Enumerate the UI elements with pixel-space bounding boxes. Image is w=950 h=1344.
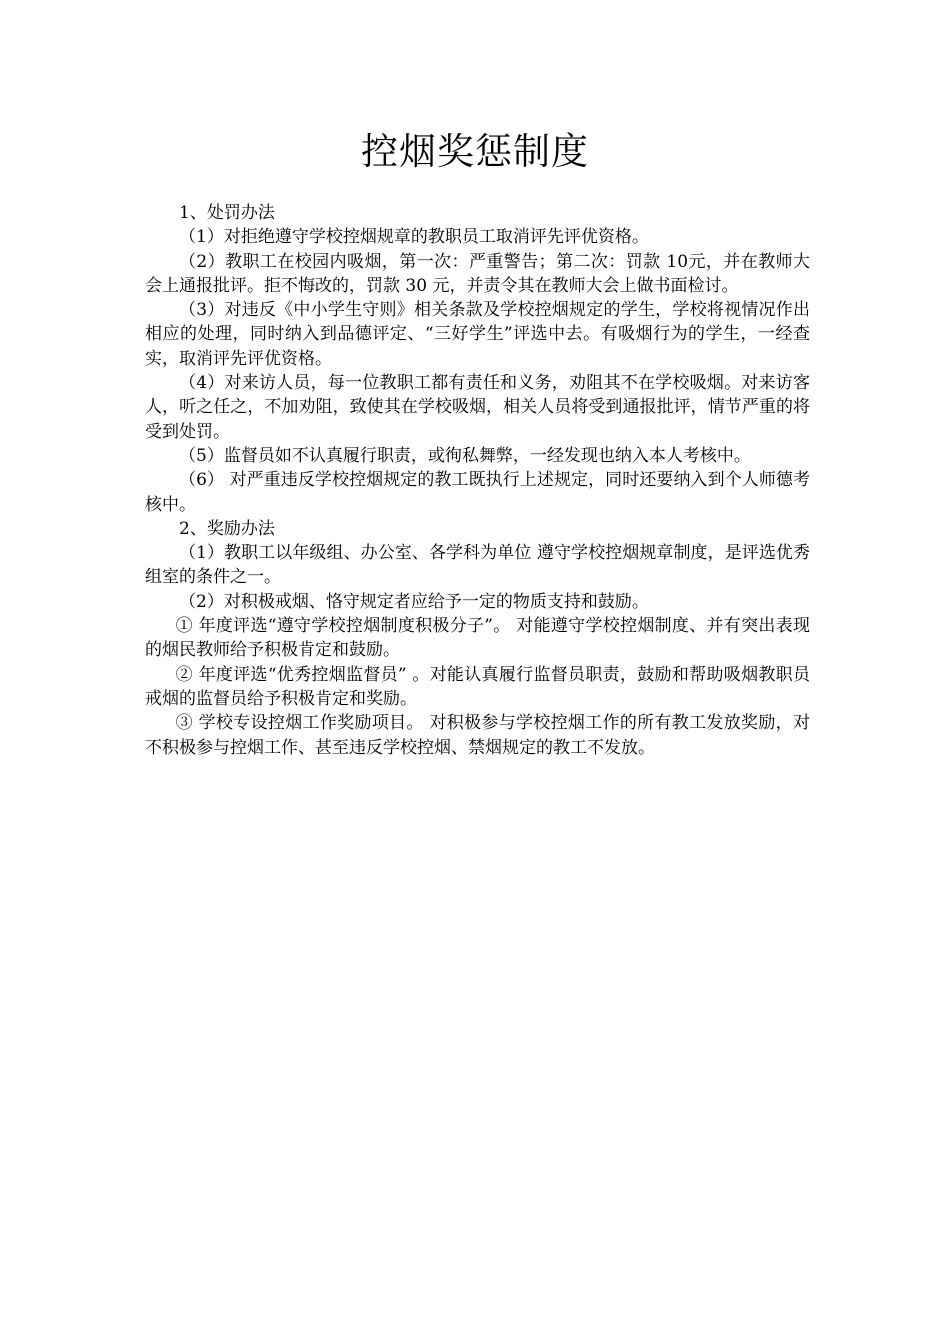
- paragraph: （2）教职工在校园内吸烟，第一次：严重警告；第二次：罚款 10元，并在教师大会上通报批评。拒不悔改的，罚款 30 元，并责令其在教师大会上做书面检讨。: [145, 251, 810, 296]
- paragraph: （6） 对严重违反学校控烟规定的教工既执行上述规定，同时还要纳入到个人师德考核中。: [145, 470, 810, 515]
- paragraph: （5）监督员如不认真履行职责，或徇私舞弊，一经发现也纳入本人考核中。: [179, 445, 751, 466]
- paragraph: （2）对积极戒烟、恪守规定者应给予一定的物质支持和鼓励。: [179, 591, 649, 612]
- paragraph: ① 年度评选“遵守学校控烟制度积极分子”。 对能遵守学校控烟制度、并有突出表现的烟民教师给予积极肯定和鼓励。: [145, 616, 810, 661]
- paragraph: （1）教职工以年级组、办公室、各学科为单位 遵守学校控烟规章制度，是评选优秀组室的条件之一。: [145, 543, 810, 588]
- paragraph: （1）对拒绝遵守学校控烟规章的教职员工取消评先评优资格。: [179, 227, 649, 248]
- document-title: 控烟奖惩制度: [361, 130, 589, 173]
- paragraph: （4）对来访人员，每一位教职工都有责任和义务，劝阻其不在学校吸烟。对来访客人，听之任之，不加劝阻，致使其在学校吸烟，相关人员将受到通报批评，情节严重的将受到处罚。: [145, 373, 810, 442]
- paragraph: ② 年度评选“优秀控烟监督员” 。对能认真履行监督员职责，鼓励和帮助吸烟教职员戒烟的监督员给予积极肯定和奖励。: [145, 664, 810, 709]
- document-body: [145, 201, 810, 760]
- paragraph: （3）对违反《中小学生守则》相关条款及学校控烟规定的学生，学校将视情况作出相应的处理，同时纳入到品德评定、“三好学生”评选中去。有吸烟行为的学生，一经查实，取消评先评优资格。: [145, 300, 810, 369]
- section-heading-penalties: 1、处罚办法: [179, 203, 275, 223]
- section-heading-rewards: 2、奖励办法: [179, 518, 275, 539]
- paragraph: ③ 学校专设控烟工作奖励项目。 对积极参与学校控烟工作的所有教工发放奖励，对不积极参与控烟工作、甚至违反学校控烟、禁烟规定的教工不发放。: [145, 713, 810, 758]
